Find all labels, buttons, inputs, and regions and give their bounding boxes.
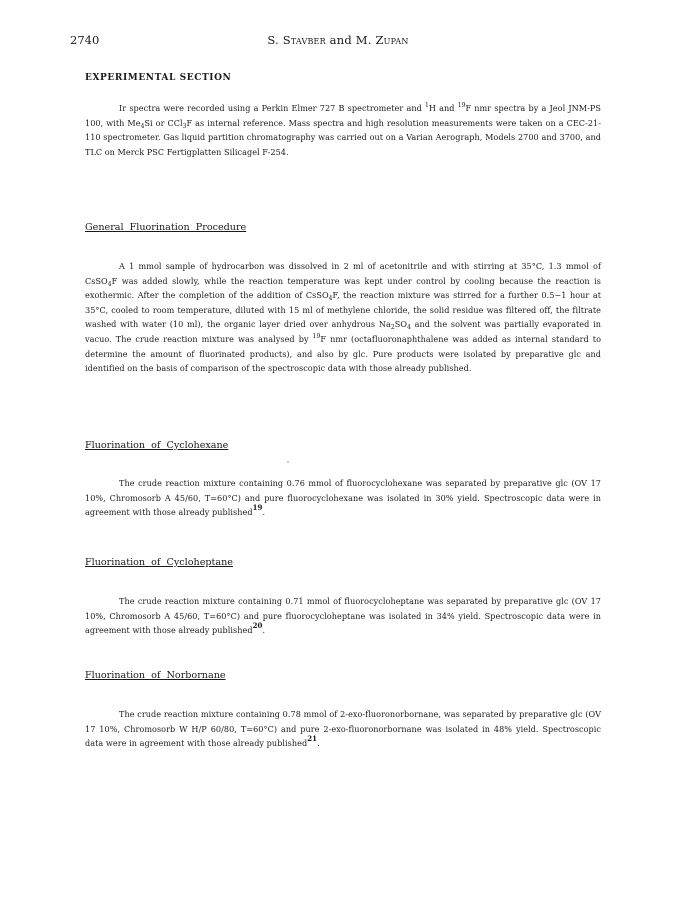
heading-cycloheptane: Fluorination of Cycloheptane (85, 557, 233, 568)
page-number: 2740 (70, 33, 100, 47)
author-surname: Stavber (282, 33, 326, 47)
heading-general-procedure: General Fluorination Procedure (85, 222, 247, 233)
author-surname: Zupan (375, 33, 409, 47)
reference-superscript: 19 (252, 503, 263, 513)
heading-cyclohexane: Fluorination of Cyclohexane (85, 440, 229, 451)
cyclohexane-paragraph: The crude reaction mixture containing 0.76 mmol of fluorocyclohexane was separated by preparative glc (OV 17 10%, Chromosorb A 45/60, T=60°C) and pure fluorocyclohexane was isolated in 30% yield. Spectroscopic data were in agreement with those already published19. (85, 478, 601, 518)
section-title: EXPERIMENTAL SECTION (85, 73, 232, 83)
scan-speck (287, 461, 289, 463)
heading-norbornane: Fluorination of Norbornane (85, 670, 226, 681)
running-head-authors: S. Stavber and M. Zupan (267, 33, 409, 47)
reference-superscript: 21 (307, 734, 318, 744)
intro-paragraph: Ir spectra were recorded using a Perkin Elmer 727 B spectrometer and $^1$H and $^{19}$F nmr spectra by a Jeol JNM-PS 100, with $Me_4Si$ or CCl$_3$F as internal reference. Mass spectra and high resolution measurements were taken on a CEC-21-110 spectrometer. Gas liquid partition chromatography was carried out on a Varian Aerograph, Models 2700 and 3700, and TLC on Merck PSC Fertigplatten Silicagel F-254. (85, 102, 602, 157)
general-procedure-paragraph: A 1 mmol sample of hydrocarbon was dissolved in 2 ml of acetonitrile and with stirring at 35°C, 1.3 mmol of CsSO$_4$F was added slowly, while the reaction temperature was kept under control by cooling because the reaction is exothermic. After the completion of the addition of CsSO$_4$F, the reaction mixture was stirred for a further 0.5−1 hour at 35°C, cooled to room temperature, diluted with 15 ml of methylene chloride, the solid residue was filtered off, the filtrate washed with water (10 ml), the organic layer dried over anhydrous $Na_2SO_4$ and the solvent was partially evaporated in vacuo. The crude reaction mixture was analysed by $^{19}$F nmr (octafluoronaphthalene was added as internal standard to determine the amount of fluorinated products), and also by glc. Pure products were isolated by preparative glc and identified on the basis of comparison of the spectroscopic data with those already published. (85, 261, 601, 374)
norbornane-paragraph: The crude reaction mixture containing 0.78 mmol of 2-exo-fluoronorbornane, was separated by preparative glc (OV 17 10%, Chromosorb W H/P 60/80, T=60°C) and pure 2-exo-fluoronorbornane was isolated in 48% yield. Spectroscopic data were in agreement with those already published21. (85, 709, 601, 749)
reference-superscript: 20 (252, 621, 263, 631)
page-header (70, 33, 606, 49)
cycloheptane-paragraph: The crude reaction mixture containing 0.71 mmol of fluorocycloheptane was separated by preparative glc (OV 17 10%, Chromosorb A 45/60, T=60°C) and pure fluorocycloheptane was isolated in 34% yield. Spectroscopic data were in agreement with those already published20. (85, 596, 601, 636)
